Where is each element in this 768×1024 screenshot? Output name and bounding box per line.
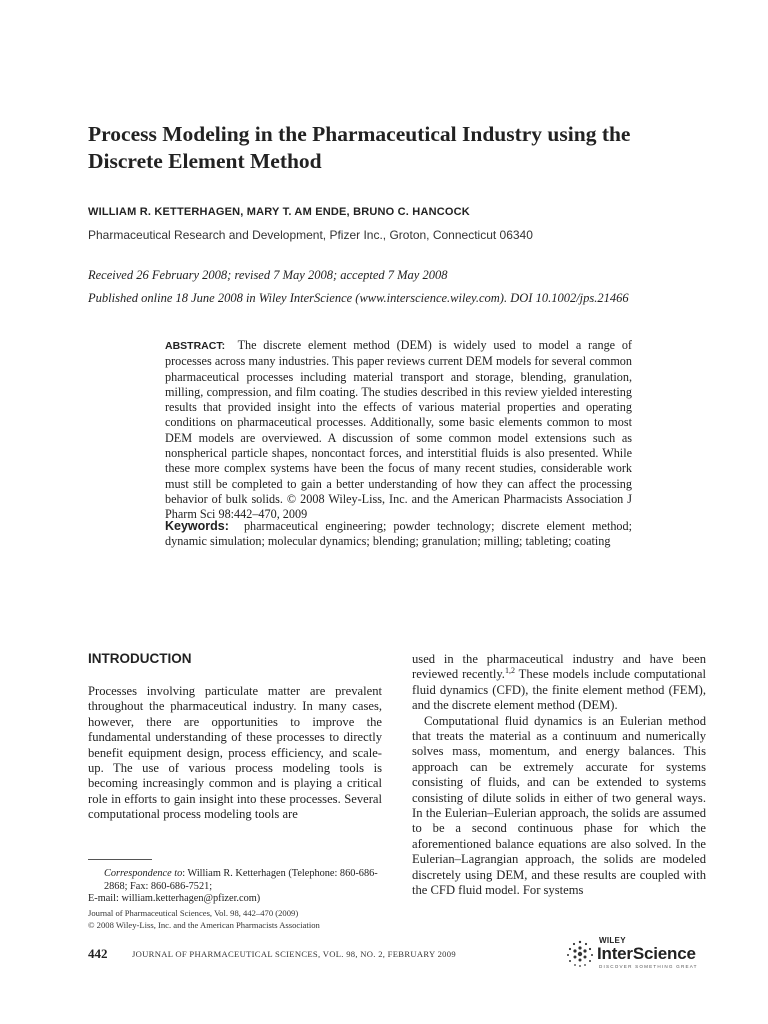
correspondence-email: E-mail: william.ketterhagen@pfizer.com): [88, 893, 261, 905]
publication-info: Published online 18 June 2008 in Wiley InterScience (www.interscience.wiley.com). DOI 10.1002/jps.21466: [88, 291, 629, 305]
section-heading-introduction: INTRODUCTION: [88, 651, 192, 666]
intro-p1-text: used in the pharmaceutical industry and have been reviewed recently.: [412, 652, 706, 682]
wiley-interscience-dot-cluster-icon: [565, 939, 595, 969]
correspondence-details: : William R. Ketterhagen (Telephone: 860-686-2868; Fax: 860-686-7521;: [104, 868, 378, 892]
journal-info: [88, 907, 382, 931]
copyright-line: © 2008 Wiley-Liss, Inc. and the American Pharmacists Association: [88, 920, 320, 930]
correspondence-label: Correspondence to: [104, 868, 183, 879]
citation-superscript: 1,2: [504, 666, 515, 676]
intro-paragraph-2: Computational fluid dynamics is an Eulerian method that treats the material as a continuum and numerically solves mass, momentum, and energy balances. This approach can be extremely accurate for systems consisting of fluids, and can be extended to systems consisting of dilute solids in either of two general ways. In the Eulerian–Eulerian approach, the solids are assumed to be a second continuous phase for which the aforementioned balance equations are also solved. In the Eulerian–Lagrangian approach, the solids are modeled discretely using DEM, and these results are coupled with the CFD fluid model. For systems: [412, 713, 706, 898]
running-footer: JOURNAL OF PHARMACEUTICAL SCIENCES, VOL. 98, NO. 2, FEBRUARY 2009: [132, 949, 456, 959]
intro-paragraph-1: [412, 652, 706, 714]
logo-brand: InterScience: [597, 944, 696, 963]
affiliation: Pharmaceutical Research and Development, Pfizer Inc., Groton, Connecticut 06340: [88, 228, 533, 242]
keywords-text: pharmaceutical engineering; powder technology; discrete element method; dynamic simulation; molecular dynamics; blending; granulation; milling; tableting; coating: [165, 519, 633, 549]
journal-citation-line: Journal of Pharmaceutical Sciences, Vol. 98, 442–470 (2009): [88, 908, 299, 918]
page-number: 442: [88, 946, 108, 961]
intro-p1-text-continued: These models include computational fluid dynamics (CFD), the finite element method (FEM), and the discrete element method (DEM).: [412, 667, 706, 713]
abstract-label: ABSTRACT:: [165, 340, 226, 352]
logo-publisher: WILEY: [599, 936, 626, 945]
abstract-block: [165, 338, 632, 523]
logo-tagline: DISCOVER SOMETHING GREAT: [599, 964, 698, 969]
intro-right-column: [412, 652, 706, 899]
wiley-interscience-logo: [565, 936, 715, 976]
keywords-block: [165, 519, 632, 550]
author-list: WILLIAM R. KETTERHAGEN, MARY T. AM ENDE, BRUNO C. HANCOCK: [88, 206, 470, 218]
received-dates: Received 26 February 2008; revised 7 May 2008; accepted 7 May 2008: [88, 268, 448, 282]
intro-left-column: Processes involving particulate matter are prevalent throughout the pharmaceutical industry. In many cases, however, there are opportunities to improve the fundamental understanding of these processes to directly benefit equipment design, process efficiency, and scale-up. The use of various process modeling tools is becoming increasingly common and is playing a critical role in efforts to gain insight into these processes. Several computational process modeling tools are: [88, 684, 382, 822]
abstract-text: The discrete element method (DEM) is widely used to model a range of processes across many industries. This paper reviews current DEM models for several common pharmaceutical processes including material transport and storage, blending, granulation, milling, compression, and film coating. The studies described in this review yielded interesting results that provided insight into the effects of various material properties and operating conditions on pharmaceutical processes. Additionally, some basic elements common to most DEM models are overviewed. A discussion of some common model extensions such as nonspherical particle shapes, noncontact forces, and interstitial fluids is also presented. While these more complex systems have been the focus of many recent studies, considerable work must still be completed to gain a better understanding of how they can affect the processing behavior of bulk solids. © 2008 Wiley-Liss, Inc. and the American Pharmacists Association J Pharm Sci 98:442–470, 2009: [165, 338, 632, 522]
article-title: Process Modeling in the Pharmaceutical Industry using the Discrete Element Method: [88, 122, 631, 173]
correspondence-line: [88, 868, 382, 893]
keywords-label: Keywords:: [165, 519, 229, 533]
footnote-divider: [88, 859, 152, 860]
correspondence-footnote: [88, 868, 382, 906]
